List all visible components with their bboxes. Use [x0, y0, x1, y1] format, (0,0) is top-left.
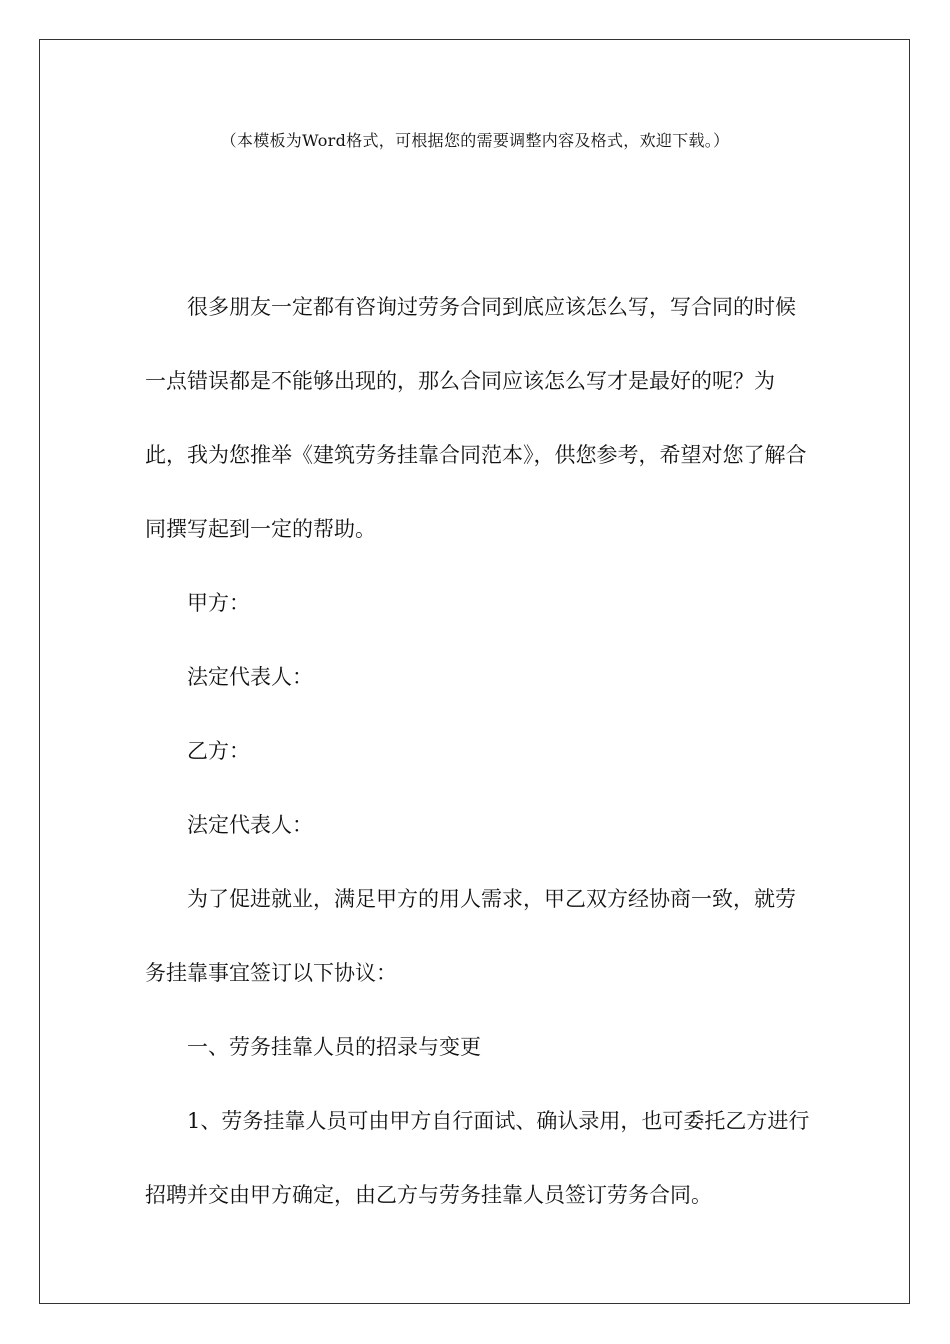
party-b-representative-label: 法定代表人：	[187, 813, 313, 837]
party-a-label: 甲方：	[187, 591, 250, 615]
agreement-preamble: 为了促进就业，满足甲方的用人需求，甲乙双方经协商一致，就劳务挂靠事宜签订以下协议：	[145, 887, 796, 985]
intro-paragraph: 很多朋友一定都有咨询过劳务合同到底应该怎么写，写合同的时候一点错误都是不能够出现的，那么合同应该怎么写才是最好的呢？为此，我为您推举《建筑劳务挂靠合同范本》，供您参考，希望对您了解合同撰写起到一定的帮助。	[145, 295, 807, 541]
document-body	[145, 270, 810, 1232]
template-notice: （本模板为Word格式，可根据您的需要调整内容及格式，欢迎下载。）	[220, 131, 730, 150]
clause-1-1: 1、劳务挂靠人员可由甲方自行面试、确认录用，也可委托乙方进行招聘并交由甲方确定，由乙方与劳务挂靠人员签订劳务合同。	[145, 1109, 810, 1207]
section-heading-1: 一、劳务挂靠人员的招录与变更	[187, 1035, 481, 1059]
party-b-label: 乙方：	[187, 739, 250, 763]
party-a-representative-label: 法定代表人：	[187, 665, 313, 689]
